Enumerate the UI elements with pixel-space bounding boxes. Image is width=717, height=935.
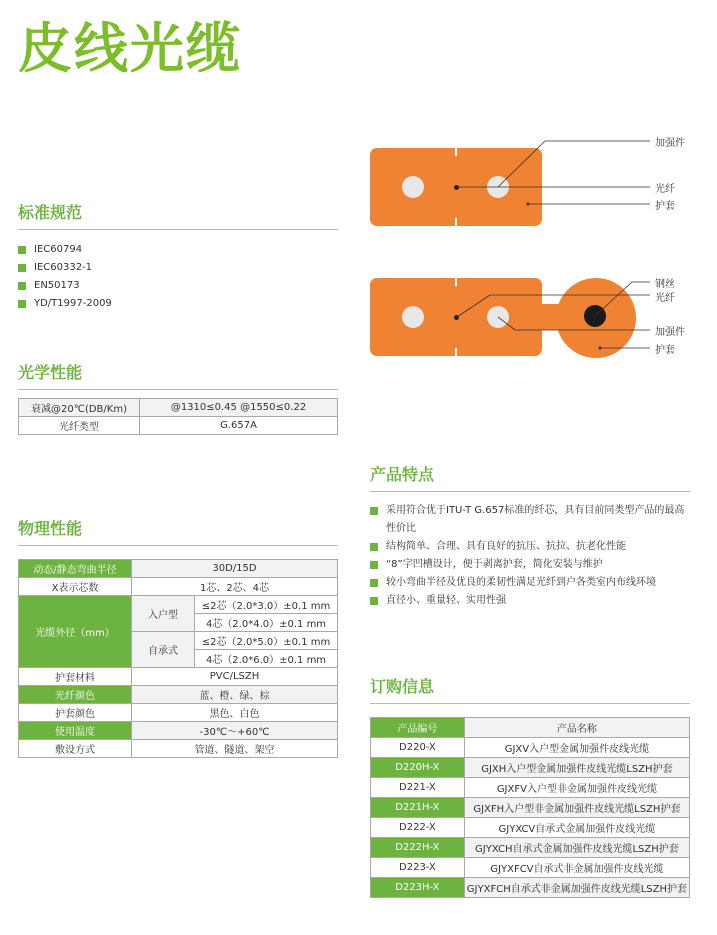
table-cell: 动态/静态弯曲半径 xyxy=(19,560,132,578)
label-strength-member: 加强件 xyxy=(655,138,685,149)
table-row xyxy=(19,578,338,596)
physical-heading: 物理性能 xyxy=(18,519,83,538)
table-cell: G.657A xyxy=(140,417,338,435)
table-row xyxy=(371,738,690,758)
divider xyxy=(370,703,690,704)
table-cell: 4芯（2.0*4.0）±0.1 mm xyxy=(195,614,338,632)
table-cell: ≤2芯（2.0*5.0）±0.1 mm xyxy=(195,632,338,650)
table-row xyxy=(19,668,338,686)
list-item: “8”字凹槽设计，便于剥离护套，简化安装与维护 xyxy=(370,556,692,574)
table-cell: 自承式 xyxy=(132,632,195,668)
table-cell: 光缆外径（mm） xyxy=(19,596,132,668)
divider xyxy=(18,389,338,390)
list-item: 直径小、重量轻、实用性强 xyxy=(370,592,692,610)
standards-section xyxy=(18,200,338,313)
table-cell: 1芯、2芯、4芯 xyxy=(132,578,338,596)
physical-section xyxy=(18,516,338,546)
label-sheath: 护套 xyxy=(655,345,675,356)
table-cell: 使用温度 xyxy=(19,722,132,740)
table-cell: GJYXFCH自承式非金属加强件皮线光缆LSZH护套 xyxy=(464,878,689,898)
order-table xyxy=(370,717,690,898)
table-cell: D221-X xyxy=(371,778,465,798)
table-cell: D223-X xyxy=(371,858,465,878)
table-cell: D221H-X xyxy=(371,798,465,818)
table-row xyxy=(19,417,338,435)
standards-heading: 标准规范 xyxy=(18,203,83,222)
table-header-cell: 产品名称 xyxy=(464,718,689,738)
label-strength-member: 加强件 xyxy=(655,327,685,338)
table-cell: 光纤类型 xyxy=(19,417,140,435)
features-list xyxy=(370,502,692,610)
table-cell: D223H-X xyxy=(371,878,465,898)
table-row xyxy=(19,722,338,740)
table-cell: GJXFV入户型非金属加强件皮线光缆 xyxy=(464,778,689,798)
table-cell: X表示芯数 xyxy=(19,578,132,596)
table-row xyxy=(371,798,690,818)
table-cell: 衰减@20℃(DB/Km) xyxy=(19,399,140,417)
list-item: 采用符合优于ITU-T G.657标准的纤芯，具有目前同类型产品的最高性价比 xyxy=(370,502,692,538)
divider xyxy=(18,229,338,230)
cable-diagram-selfsupport xyxy=(370,268,710,368)
table-cell: D222H-X xyxy=(371,838,465,858)
table-cell: 黑色、白色 xyxy=(132,704,338,722)
order-section xyxy=(370,674,690,704)
physical-table xyxy=(18,559,338,758)
table-header-cell: 产品编号 xyxy=(371,718,465,738)
table-row xyxy=(19,596,338,614)
label-steel-wire: 钢丝 xyxy=(655,279,675,290)
table-row xyxy=(19,560,338,578)
table-cell: 4芯（2.0*6.0）±0.1 mm xyxy=(195,650,338,668)
table-cell: 护套材料 xyxy=(19,668,132,686)
optical-table xyxy=(18,398,338,435)
table-row xyxy=(371,718,690,738)
table-cell: GJXV入户型金属加强件皮线光缆 xyxy=(464,738,689,758)
table-row xyxy=(371,858,690,878)
divider xyxy=(370,491,690,492)
table-cell: D220-X xyxy=(371,738,465,758)
table-cell: GJYXFCV自承式非金属加强件皮线光缆 xyxy=(464,858,689,878)
standards-list xyxy=(18,241,338,313)
table-row xyxy=(19,686,338,704)
table-row xyxy=(19,740,338,758)
table-cell: 敷设方式 xyxy=(19,740,132,758)
label-sheath: 护套 xyxy=(655,201,675,212)
list-item: 较小弯曲半径及优良的柔韧性满足光纤到户各类室内布线环境 xyxy=(370,574,692,592)
label-fiber: 光纤 xyxy=(655,184,675,195)
table-row xyxy=(371,878,690,898)
optical-heading: 光学性能 xyxy=(18,363,83,382)
table-cell: GJYXCV自承式金属加强件皮线光缆 xyxy=(464,818,689,838)
table-cell: D222-X xyxy=(371,818,465,838)
list-item: EN50173 xyxy=(18,277,338,295)
table-cell: GJXFH入户型非金属加强件皮线光缆LSZH护套 xyxy=(464,798,689,818)
list-item: YD/T1997-2009 xyxy=(18,295,338,313)
table-cell: PVC/LSZH xyxy=(132,668,338,686)
page-title: 皮线光缆 xyxy=(18,17,242,80)
table-row xyxy=(371,838,690,858)
table-row xyxy=(19,704,338,722)
list-item: 结构简单、合理、具有良好的抗压、抗拉、抗老化性能 xyxy=(370,538,692,556)
list-item: IEC60332-1 xyxy=(18,259,338,277)
features-heading: 产品特点 xyxy=(370,465,435,484)
table-cell: ≤2芯（2.0*3.0）±0.1 mm xyxy=(195,596,338,614)
table-cell: GJYXCH自承式金属加强件皮线光缆LSZH护套 xyxy=(464,838,689,858)
list-item: IEC60794 xyxy=(18,241,338,259)
table-cell: 蓝、橙、绿、棕 xyxy=(132,686,338,704)
table-cell: 30D/15D xyxy=(132,560,338,578)
table-cell: 管道、隧道、架空 xyxy=(132,740,338,758)
table-row xyxy=(19,399,338,417)
order-heading: 订购信息 xyxy=(370,677,435,696)
table-cell: @1310≤0.45 @1550≤0.22 xyxy=(140,399,338,417)
table-row xyxy=(371,818,690,838)
table-cell: D220H-X xyxy=(371,758,465,778)
table-cell: 入户型 xyxy=(132,596,195,632)
table-cell: GJXH入户型金属加强件皮线光缆LSZH护套 xyxy=(464,758,689,778)
optical-section xyxy=(18,360,338,390)
table-row xyxy=(371,758,690,778)
table-cell: 光纤颜色 xyxy=(19,686,132,704)
table-cell: -30℃～+60℃ xyxy=(132,722,338,740)
features-section xyxy=(370,462,690,610)
divider xyxy=(18,545,338,546)
table-cell: 护套颜色 xyxy=(19,704,132,722)
label-fiber: 光纤 xyxy=(655,293,675,304)
table-row xyxy=(371,778,690,798)
cable-diagram-indoor xyxy=(370,130,710,230)
